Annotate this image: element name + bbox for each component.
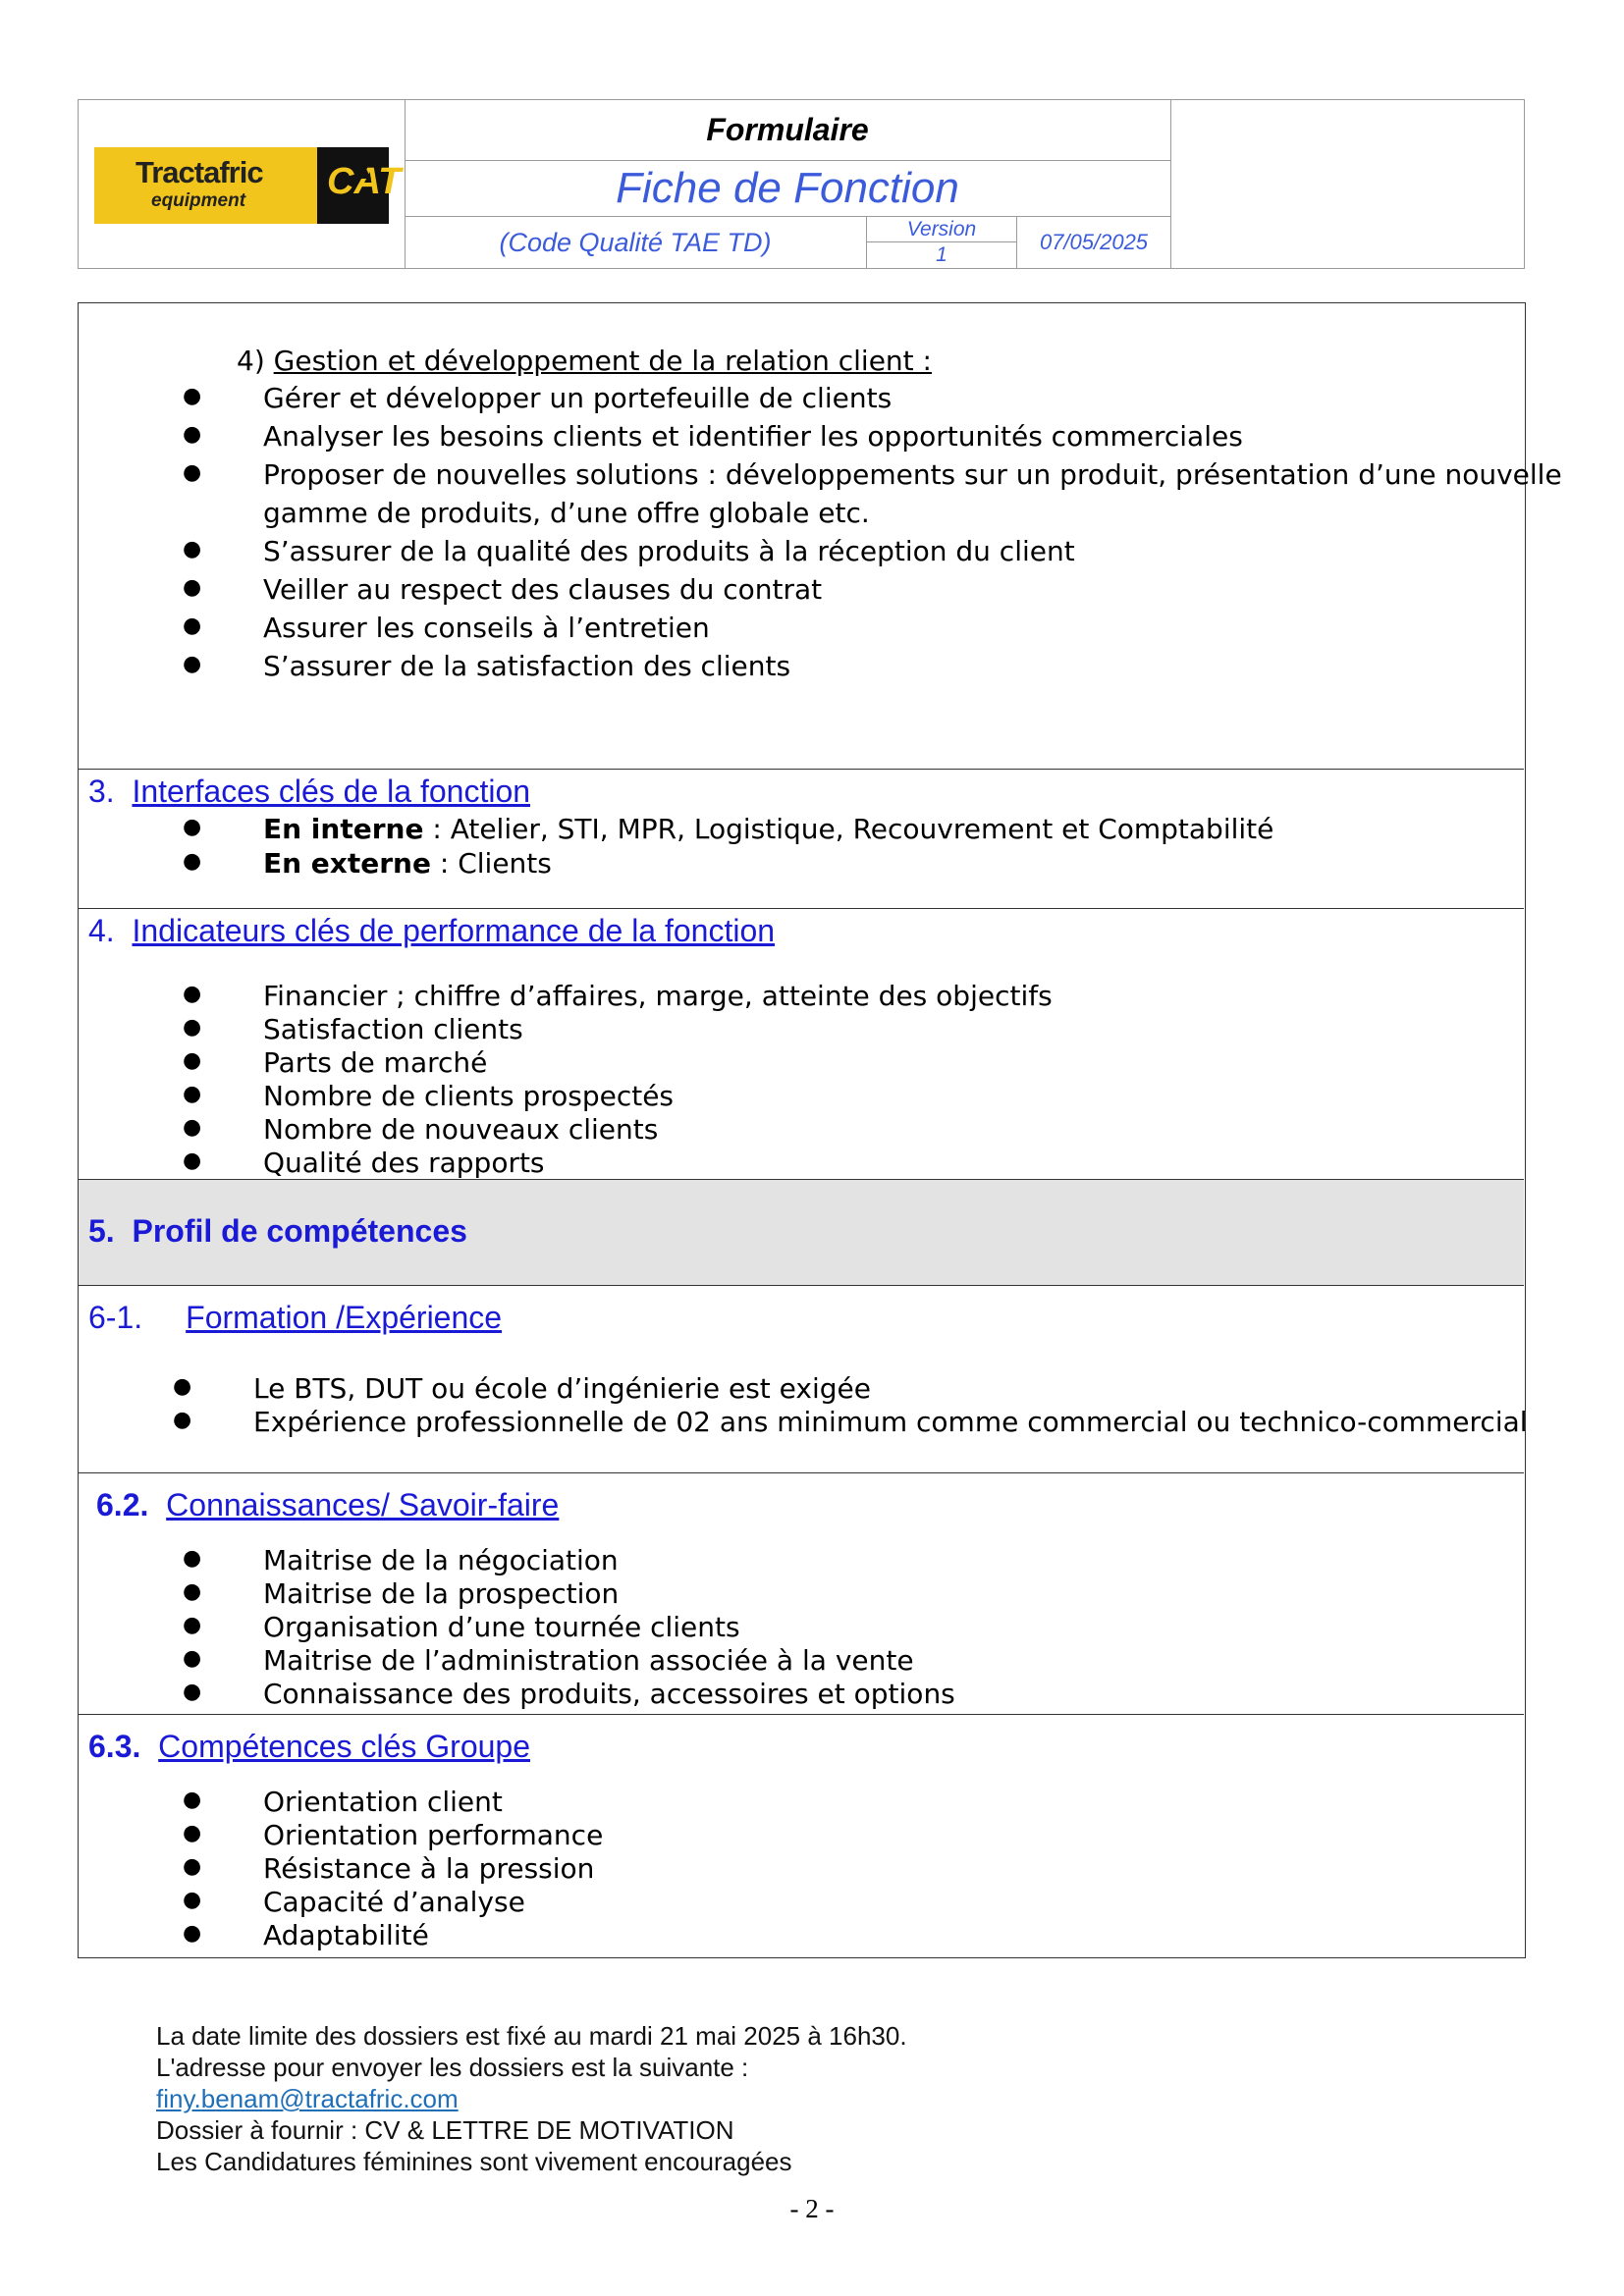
profil-heading: 5. Profil de compétences bbox=[88, 1213, 467, 1249]
section-interfaces: 3. Interfaces clés de la fonction ● En interne : Atelier, STI, MPR, Logistique, Recouvrement et Comptabilité ● En externe : Clients bbox=[79, 769, 1524, 908]
relation-heading-num: 4) bbox=[237, 345, 265, 377]
section-relation-client: 4) Gestion et développement de la relation client : ● Gérer et développer un portefeuille de clients ● Analyser les besoins clients et identifier les opportunités commerciales ● Proposer de nouvelles solutions : développements sur un produit, présentation d’une nouvelle gamme de produits, d’une offre globale etc. ● S’assurer de la qualité des produits à la réception du client ● Veiller au respect des clauses du contrat ● Assurer les conseils à l’entretien ● S’assurer de la satisfaction des clients bbox=[183, 345, 1562, 682]
logo-cat-text: CAT bbox=[327, 161, 402, 202]
application-notes bbox=[156, 2020, 907, 2177]
version-label: Version bbox=[867, 217, 1016, 242]
document-header bbox=[78, 99, 1525, 269]
logo-sub-text: equipment bbox=[151, 190, 246, 211]
form-label: Formulaire bbox=[405, 100, 1170, 161]
version-value: 1 bbox=[936, 243, 947, 266]
groupe-heading: 6.3. Compétences clés Groupe bbox=[88, 1729, 531, 1764]
cat-triangle-icon bbox=[357, 165, 371, 179]
formation-heading: 6-1. Formation /Expérience bbox=[88, 1300, 503, 1335]
tractafric-cat-logo bbox=[94, 147, 402, 224]
interfaces-heading: 3. Interfaces clés de la fonction bbox=[88, 774, 531, 809]
logo-brand-text: Tractafric bbox=[135, 155, 263, 189]
code-quality: (Code Qualité TAE TD) bbox=[405, 217, 867, 268]
email-link[interactable]: finy.benam@tractafric.com bbox=[156, 2084, 459, 2113]
title-cell bbox=[405, 100, 1171, 268]
logo-cell bbox=[79, 100, 406, 268]
address-intro-text: L'adresse pour envoyer les dossiers est la suivante : bbox=[156, 2053, 749, 2082]
section-competences-groupe: 6.3. Compétences clés Groupe ● Orientation client ● Orientation performance ● Résistance à la pression ● Capacité d’analyse ● Adaptabilité bbox=[79, 1714, 1524, 1956]
section-savoir-faire: 6.2. Connaissances/ Savoir-faire ● Maitrise de la négociation ● Maitrise de la prospection ● Organisation d’une tournée clients ● Maitrise de l’administration associée à la vente ● Connaissance des produits, accessoires et options bbox=[79, 1472, 1524, 1714]
doc-date: 07/05/2025 bbox=[1039, 230, 1149, 254]
content-box bbox=[78, 302, 1562, 1958]
relation-heading: Gestion et développement de la relation client : bbox=[273, 345, 932, 377]
deadline-text: La date limite des dossiers est fixé au mardi 21 mai 2025 à 16h30. bbox=[156, 2021, 907, 2051]
page-number: - 2 - bbox=[789, 2194, 835, 2223]
female-candidates-text: Les Candidatures féminines sont vivement encouragées bbox=[156, 2147, 792, 2176]
version-cell bbox=[867, 217, 1017, 268]
section-kpi: 4. Indicateurs clés de performance de la fonction ● Financier ; chiffre d’affaires, marge, atteinte des objectifs ● Satisfaction clients ● Parts de marché ● Nombre de clients prospectés ● Nombre de nouveaux clients ● Qualité des rapports bbox=[79, 908, 1524, 1179]
kpi-heading: 4. Indicateurs clés de performance de la fonction bbox=[88, 913, 776, 948]
doc-title: Fiche de Fonction bbox=[405, 161, 1170, 217]
section-formation: 6-1. Formation /Expérience ● Le BTS, DUT ou école d’ingénierie est exigée ● Expérience professionnelle de 02 ans minimum comme commercial ou technico-commercial bbox=[79, 1285, 1524, 1472]
savoir-heading: 6.2. Connaissances/ Savoir-faire bbox=[96, 1487, 560, 1522]
documents-required-text: Dossier à fournir : CV & LETTRE DE MOTIVATION bbox=[156, 2115, 734, 2145]
section-profil bbox=[79, 1179, 1524, 1285]
